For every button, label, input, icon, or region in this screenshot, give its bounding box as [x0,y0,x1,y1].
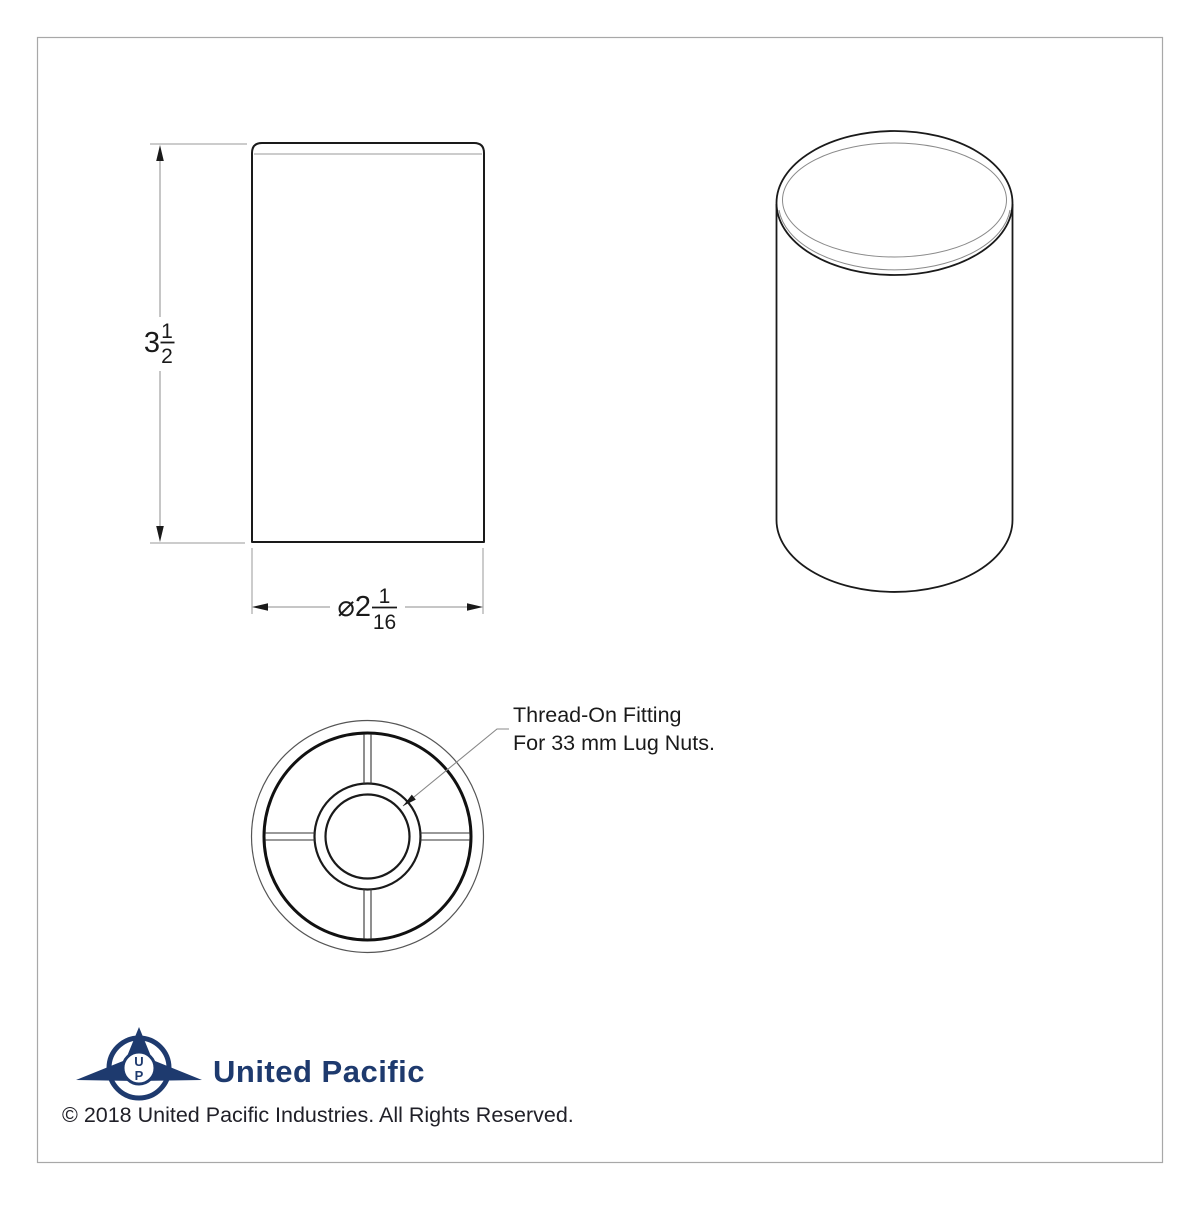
height-dimension [144,144,247,543]
height-dim-numerator: 1 [161,320,173,343]
front-view-outline [252,143,484,542]
monogram-p: P [134,1068,144,1083]
cylinder-bottom-arc [777,520,1013,592]
pictorial-view [777,131,1013,592]
arrowhead-left [252,603,268,611]
monogram-u: U [134,1054,144,1069]
outer-circle [252,721,484,953]
width-dim-numerator: 1 [378,585,391,608]
up-wing-emblem-icon [76,1027,202,1098]
cylinder-top-rim-outer [777,131,1013,275]
arrowhead-up [156,145,164,161]
height-dim-whole: 3 [143,327,160,359]
callout-text-line2: For 33 mm Lug Nuts. [513,731,715,755]
brand-name: United Pacific [213,1054,425,1089]
height-dim-denominator: 2 [161,345,173,368]
front-view [252,143,484,542]
width-dim-denominator: 16 [372,611,397,634]
width-dim-whole: ⌀2 [337,591,371,623]
arrowhead-down [156,526,164,542]
callout-text-line1: Thread-On Fitting [513,703,682,727]
united-pacific-logo [76,1027,425,1098]
width-dimension [252,548,483,634]
copyright-text: © 2018 United Pacific Industries. All Rights Reserved. [62,1103,574,1127]
arrowhead-right [467,603,483,611]
bottom-view [252,721,484,953]
